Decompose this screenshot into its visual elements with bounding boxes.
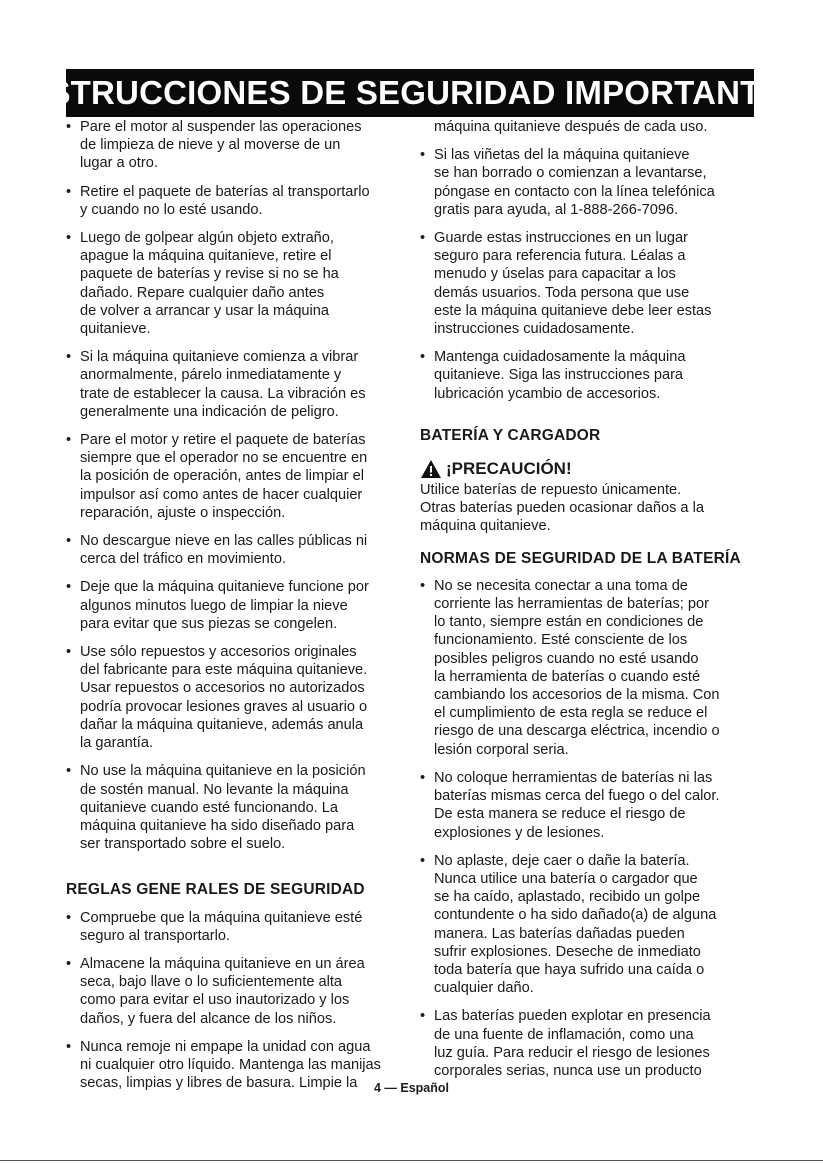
page-footer: 4 — Español (373, 1081, 450, 1095)
list-item (420, 229, 760, 338)
list-item (66, 348, 384, 421)
list-item (66, 762, 384, 853)
list-item (66, 955, 384, 1028)
general-rules-heading: REGLAS GENE RALES DE SEGURIDAD (66, 881, 365, 899)
list-item-text: Pare el motor y retire el paquete de baterías siempre que el operador no se encuentre en la posición de operación, antes de limpiar el impulsor así como antes de hacer cualquier reparación, ajuste o inspección. (80, 432, 368, 521)
caution-text: Utilice baterías de repuesto únicamente. Otras baterías pueden ocasionar daños a la máquina quitanieve. (420, 482, 704, 535)
list-item (66, 229, 384, 338)
bullet: • (420, 852, 426, 869)
continued-text: máquina quitanieve después de cada uso. (434, 119, 708, 135)
bottom-divider (0, 1160, 823, 1161)
list-item-text: Nunca remoje ni empape la unidad con agua ni cualquier otro líquido. Mantenga las manijas secas, limpias y libres de basura. Limpie la (80, 1038, 381, 1092)
list-item (66, 909, 384, 945)
list-item-text: Si la máquina quitanieve comienza a vibrar anormalmente, párelo inmediatamente y trate de establecer la causa. La vibración es generalmente una indicación de peligro. (80, 349, 366, 420)
caution-banner (420, 459, 760, 479)
list-item-text: Luego de golpear algún objeto extraño, apague la máquina quitanieve, retire el paquete de baterías y revise si no se ha dañado. Repare cualquier daño antes de volver a arrancar y usar la máquina quitanieve. (80, 230, 339, 338)
list-item-text: No use la máquina quitanieve en la posición de sostén manual. No levante la máquina quitanieve cuando esté funcionando. La máquina quitanieve ha sido diseñado para ser transportado sobre el suelo. (80, 763, 366, 853)
battery-heading: BATERÍA Y CARGADOR (420, 426, 601, 444)
list-item (420, 146, 760, 219)
bullet: • (66, 955, 72, 972)
list-item-text: Si las viñetas del la máquina quitanieve se han borrado o comienzan a levantarse, póngase en contacto con la línea telefónica gratis para ayuda, al 1-888-266-7096. (434, 147, 715, 218)
bullet: • (66, 909, 72, 926)
right-column (420, 118, 760, 1080)
bullet: • (66, 230, 72, 247)
caution-label: ¡PRECAUCIÓN! (446, 458, 572, 478)
list-item-text: Mantenga cuidadosamente la máquina quitanieve. Siga las instrucciones para lubricación ycambio de accesorios. (434, 349, 686, 402)
bullet: • (66, 763, 72, 780)
bullet: • (66, 183, 72, 200)
list-item-text: No descargue nieve en las calles públicas ni cerca del tráfico en movimiento. (80, 533, 368, 568)
list-item-text: Deje que la máquina quitanieve funcione por algunos minutos luego de limpiar la nieve para evitar que sus piezas se congelen. (80, 579, 369, 632)
bullet: • (420, 230, 426, 247)
list-item (420, 1007, 760, 1080)
list-item-text: Guarde estas instrucciones en un lugar seguro para referencia futura. Léalas a menudo y úselas para capacitar a los demás usuarios. Toda persona que use este la máquina quitanieve debe leer estas instrucciones cuidadosamente. (434, 230, 712, 338)
bullet: • (66, 644, 72, 661)
bullet: • (420, 577, 426, 594)
page-title-banner (15, 69, 805, 117)
bullet: • (66, 1038, 72, 1055)
list-item (66, 431, 384, 522)
list-item (66, 532, 384, 568)
bullet: • (420, 349, 426, 366)
list-item-text: Use sólo repuestos y accesorios originales del fabricante para este máquina quitanieve. Usar repuestos o accesorios no autorizados podría provocar lesiones graves al usuario o dañar la máquina quitanieve, además anula la garantía. (80, 644, 368, 752)
list-item-text: Las baterías pueden explotar en presencia de una fuente de inflamación, como una luz guía. Para reducir el riesgo de lesiones corporales serias, nunca use un producto (434, 1008, 711, 1079)
list-item (66, 578, 384, 633)
list-item (420, 348, 760, 403)
list-item-text: No coloque herramientas de baterías ni las baterías mismas cerca del fuego o del calor. De esta manera se reduce el riesgo de explosiones y de lesiones. (434, 769, 720, 841)
list-item (66, 183, 384, 219)
list-item (420, 769, 760, 842)
list-item (66, 643, 384, 752)
bullet: • (420, 1008, 426, 1025)
list-item-text: No aplaste, deje caer o dañe la batería. Nunca utilice una batería o cargador que se ha caído, aplastado, recibido un golpe contundente o ha sido dañado(a) de alguna manera. Las baterías dañadas pueden sufrir explosiones. Deseche de inmediato toda batería que haya sufrido una caída o cualquier daño. (434, 852, 717, 997)
warning-triangle-icon (420, 459, 442, 479)
list-item-text: Pare el motor al suspender las operaciones de limpieza de nieve y al moverse de un lugar a otro. (80, 119, 362, 172)
list-item-text: No se necesita conectar a una toma de corriente las herramientas de baterías; por lo tanto, siempre están en condiciones de funcionamiento. Esté consciente de los posibles peligros cuando no esté usando la herramienta de baterías o cuando esté cambiando los accesorios de la misma. Con el cumplimiento de esta regla se reduce el riesgo de una descarga eléctrica, incendio o lesión corporal seria. (434, 577, 720, 758)
bullet: • (66, 579, 72, 596)
list-item-text: Compruebe que la máquina quitanieve esté seguro al transportarlo. (80, 909, 363, 944)
list-item (66, 118, 384, 173)
bullet: • (66, 432, 72, 449)
bullet: • (66, 533, 72, 550)
bullet: • (66, 349, 72, 366)
battery-rules-heading: NORMAS DE SEGURIDAD DE LA BATERÍA (420, 549, 741, 567)
list-item (420, 577, 760, 759)
left-column (66, 118, 384, 1092)
bullet: • (66, 119, 72, 135)
list-item-text: Retire el paquete de baterías al transportarlo y cuando no lo esté usando. (80, 183, 370, 218)
list-item (420, 852, 760, 998)
list-item-text: Almacene la máquina quitanieve en un área seca, bajo llave o lo suficientemente alta como para evitar el uso inautorizado y los daños, y fuera del alcance de los niños. (80, 955, 365, 1027)
bullet: • (420, 769, 426, 786)
bullet: • (420, 147, 426, 164)
page-title: INSTRUCCIONES DE SEGURIDAD IMPORTANTES (15, 74, 805, 111)
